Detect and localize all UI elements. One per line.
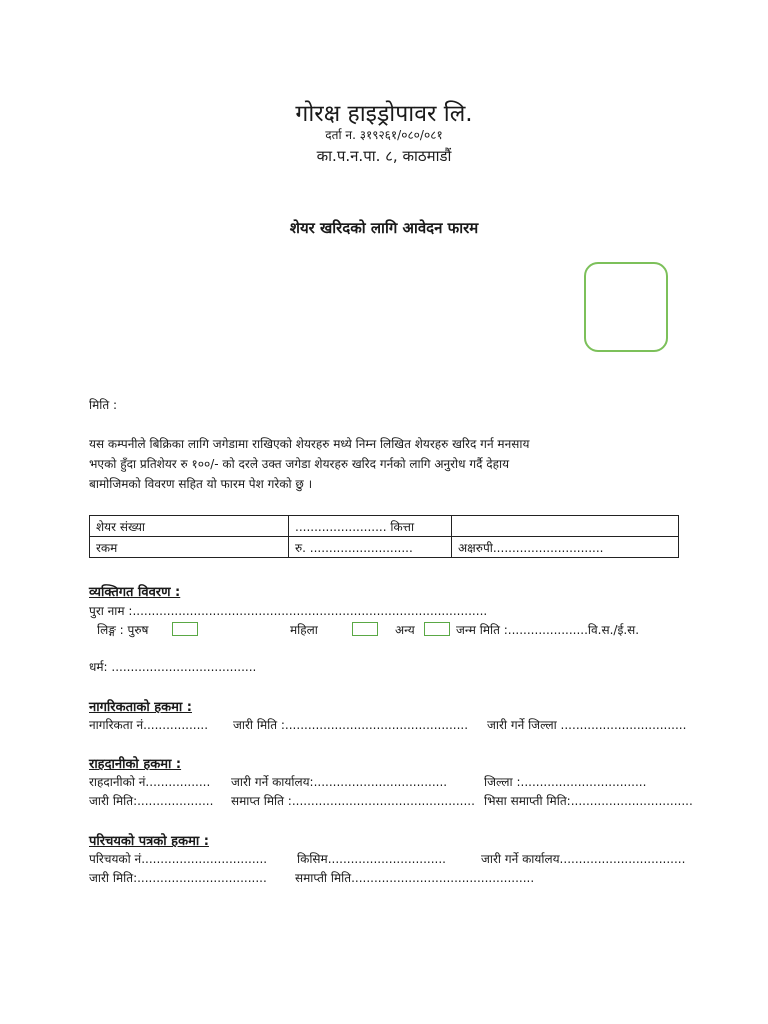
company-name: गोरक्ष हाइड्रोपावर लि. bbox=[295, 101, 473, 127]
other-checkbox[interactable] bbox=[424, 622, 450, 636]
citizenship-number-field[interactable]: नागरिकता नं................. bbox=[89, 718, 209, 732]
citizenship-issue-date-field[interactable]: जारी मिति :................................................ bbox=[233, 718, 469, 732]
female-checkbox[interactable] bbox=[352, 622, 378, 636]
passport-district-field[interactable]: जिल्ला :................................. bbox=[484, 775, 647, 789]
photo-box bbox=[584, 262, 668, 352]
passport-heading: राहदानीको हकमा : bbox=[89, 757, 182, 772]
identity-type-field[interactable]: किसिम............................... bbox=[297, 852, 446, 866]
citizenship-heading: नागरिकताको हकमा : bbox=[89, 700, 192, 715]
passport-expiry-date-field[interactable]: समाप्त मिति :................................................ bbox=[231, 794, 475, 808]
amount-label: रकम bbox=[90, 537, 289, 558]
passport-issue-date-field[interactable]: जारी मिति:.................... bbox=[89, 794, 214, 808]
identity-heading: परिचयको पत्रको हकमा : bbox=[89, 834, 209, 849]
intro-paragraph bbox=[89, 434, 689, 494]
company-address: का.प.न.पा. ८, काठमाडौं bbox=[316, 147, 452, 165]
citizenship-issue-district-field[interactable]: जारी गर्ने जिल्ला ................................. bbox=[487, 718, 687, 732]
share-count-extra bbox=[452, 516, 679, 537]
personal-heading: व्यक्तिगत विवरण : bbox=[89, 585, 181, 600]
share-count-label: शेयर संख्या bbox=[90, 516, 289, 537]
date-label: मिति : bbox=[89, 398, 118, 412]
form-title: शेयर खरिदको लागि आवेदन फारम bbox=[289, 219, 479, 237]
other-label: अन्य bbox=[395, 623, 415, 637]
identity-issue-date-field[interactable]: जारी मिति:.................................. bbox=[89, 871, 267, 885]
dob-field[interactable]: जन्म मिति :.....................वि.स./ई.स. bbox=[456, 623, 640, 637]
intro-line: भएको हुँदा प्रतिशेयर रु १००/- को दरले उक्त जगेडा शेयरहरु खरिद गर्नको लागि अनुरोध गर्दै देहाय bbox=[89, 457, 510, 471]
registration-number: दर्ता न. ३१९२६१/०८०/०८१ bbox=[325, 128, 443, 142]
share-table bbox=[89, 515, 679, 558]
table-row bbox=[90, 516, 679, 537]
full-name-field[interactable]: पुरा नाम :............................................................................................. bbox=[89, 604, 488, 618]
share-count-field[interactable]: ........................ कित्ता bbox=[289, 516, 452, 537]
identity-expiry-date-field[interactable]: समाप्ती मिति................................................ bbox=[295, 871, 535, 885]
intro-line: यस कम्पनीले बिक्रिका लागि जगेडामा राखिएको शेयरहरु मध्ये निम्न लिखित शेयरहरु खरिद गर्न मनसाय bbox=[89, 437, 530, 451]
female-label: महिला bbox=[290, 623, 318, 637]
identity-number-field[interactable]: परिचयको नं................................. bbox=[89, 852, 268, 866]
identity-issuing-office-field[interactable]: जारी गर्ने कार्यालय................................. bbox=[481, 852, 686, 866]
intro-line: बामोजिमको विवरण सहित यो फारम पेश गरेको छु । bbox=[89, 477, 313, 491]
amount-field[interactable]: रु. ........................... bbox=[289, 537, 452, 558]
visa-expiry-field[interactable]: भिसा समाप्ती मिति:................................ bbox=[484, 794, 693, 808]
amount-in-words-field[interactable]: अक्षरुपी............................. bbox=[452, 537, 679, 558]
table-row bbox=[90, 537, 679, 558]
religion-field[interactable]: धर्म: ...................................... bbox=[89, 660, 257, 674]
gender-label: लिङ्ग : पुरुष bbox=[97, 623, 149, 637]
passport-number-field[interactable]: राहदानीको नं................. bbox=[89, 775, 211, 789]
male-checkbox[interactable] bbox=[172, 622, 198, 636]
passport-issuing-office-field[interactable]: जारी गर्ने कार्यालय:................................... bbox=[231, 775, 448, 789]
